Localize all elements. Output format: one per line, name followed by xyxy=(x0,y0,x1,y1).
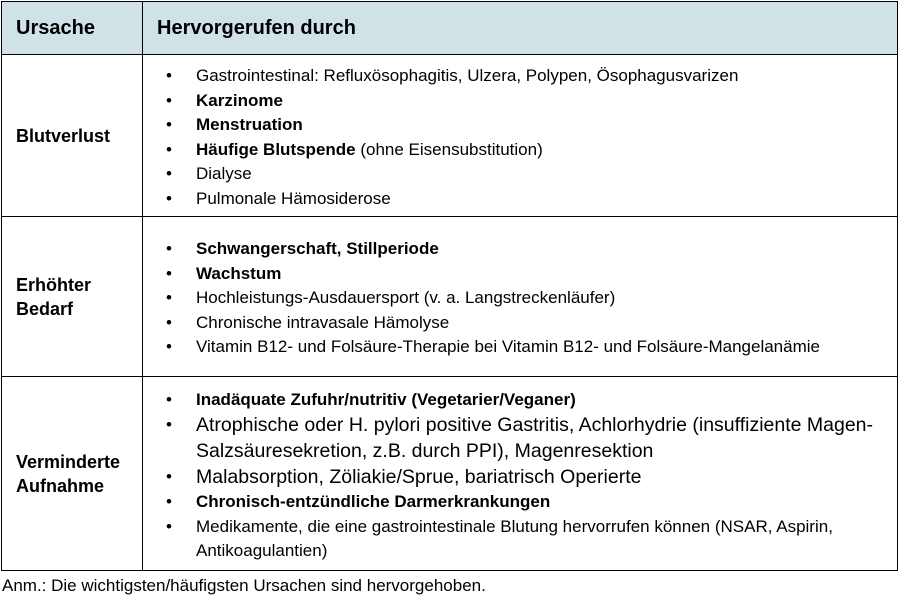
item-list xyxy=(144,229,896,364)
list-item xyxy=(144,286,896,311)
table-row xyxy=(2,217,898,377)
list-item xyxy=(144,162,896,187)
item-bold-text: Menstruation xyxy=(196,115,303,134)
footnote: Anm.: Die wichtigsten/häufigsten Ursachen sind hervorgehoben. xyxy=(2,576,486,595)
cause-label: Erhöhter Bedarf xyxy=(16,274,92,319)
list-item xyxy=(144,311,896,336)
list-item xyxy=(144,64,896,89)
item-text: Dialyse xyxy=(196,164,252,183)
bullet-icon: • xyxy=(166,239,172,259)
bullet-icon: • xyxy=(166,415,172,434)
list-item xyxy=(144,237,896,262)
list-item xyxy=(144,262,896,287)
bullet-icon: • xyxy=(166,312,172,332)
list-item xyxy=(144,490,896,515)
list-item xyxy=(144,515,896,564)
item-bold-text: Schwangerschaft, Stillperiode xyxy=(196,239,439,259)
bullet-icon: • xyxy=(166,389,172,409)
header-caused-by: Hervorgerufen durch xyxy=(143,2,898,55)
bullet-icon: • xyxy=(166,288,172,308)
cause-cell xyxy=(2,377,143,571)
item-text: Medikamente, die eine gastrointestinale Blutung hervorrufen können (NSAR, Aspirin, Antikoagulantien) xyxy=(196,516,833,560)
item-text: Gastrointestinal: Refluxösophagitis, Ulzera, Polypen, Ösophagusvarizen xyxy=(196,66,739,85)
cause-cell: Blutverlust xyxy=(2,55,143,217)
item-text: Hochleistungs-Ausdauersport (v. a. Langstreckenläufer) xyxy=(196,288,616,308)
bullet-icon: • xyxy=(166,90,172,110)
cause-label: Verminderte Aufnahme xyxy=(16,451,121,496)
bullet-icon: • xyxy=(166,66,172,85)
item-text: Vitamin B12- und Folsäure-Therapie bei Vitamin B12- und Folsäure-Mangelanämie xyxy=(196,337,820,357)
causes-table xyxy=(1,1,898,571)
item-bold-text: Inadäquate Zufuhr/nutritiv (Vegetarier/Veganer) xyxy=(196,389,576,409)
item-bold-text: Chronisch-entzündliche Darmerkrankungen xyxy=(196,492,551,511)
bullet-icon: • xyxy=(166,337,172,357)
item-text: Chronische intravasale Hämolyse xyxy=(196,312,450,332)
bullet-icon: • xyxy=(166,263,172,283)
item-list xyxy=(144,380,896,568)
header-cause: Ursache xyxy=(2,2,143,55)
bullet-icon: • xyxy=(166,115,172,134)
table-row xyxy=(2,55,898,217)
item-bold-text: Wachstum xyxy=(196,263,282,283)
table-row xyxy=(2,377,898,571)
header-row xyxy=(2,2,898,55)
items-cell xyxy=(143,217,898,377)
bullet-icon: • xyxy=(166,164,172,183)
item-text: Pulmonale Hämosiderose xyxy=(196,188,391,208)
bullet-icon: • xyxy=(166,516,172,536)
item-text: Atrophische oder H. pylori positive Gastritis, Achlorhydrie (insuffiziente Magen-Salzsäuresekretion, z.B. durch PPI), Magenresektion xyxy=(196,414,874,462)
list-item xyxy=(144,89,896,114)
bullet-icon: • xyxy=(166,139,172,159)
list-item xyxy=(144,388,896,413)
list-item xyxy=(144,187,896,212)
list-item xyxy=(144,335,896,360)
cause-cell xyxy=(2,217,143,377)
list-item xyxy=(144,113,896,138)
items-cell xyxy=(143,377,898,571)
item-text: Malabsorption, Zöliakie/Sprue, bariatrisch Operierte xyxy=(196,466,642,488)
item-bold-text: Häufige Blutspende xyxy=(196,139,356,159)
bullet-icon: • xyxy=(166,188,172,208)
items-cell xyxy=(143,55,898,217)
item-list xyxy=(144,56,896,215)
list-item xyxy=(144,412,896,464)
item-text: (ohne Eisensubstitution) xyxy=(355,139,543,159)
item-bold-text: Karzinome xyxy=(196,90,283,110)
bullet-icon: • xyxy=(166,492,172,511)
list-item xyxy=(144,138,896,163)
list-item xyxy=(144,464,896,490)
bullet-icon: • xyxy=(166,467,172,486)
